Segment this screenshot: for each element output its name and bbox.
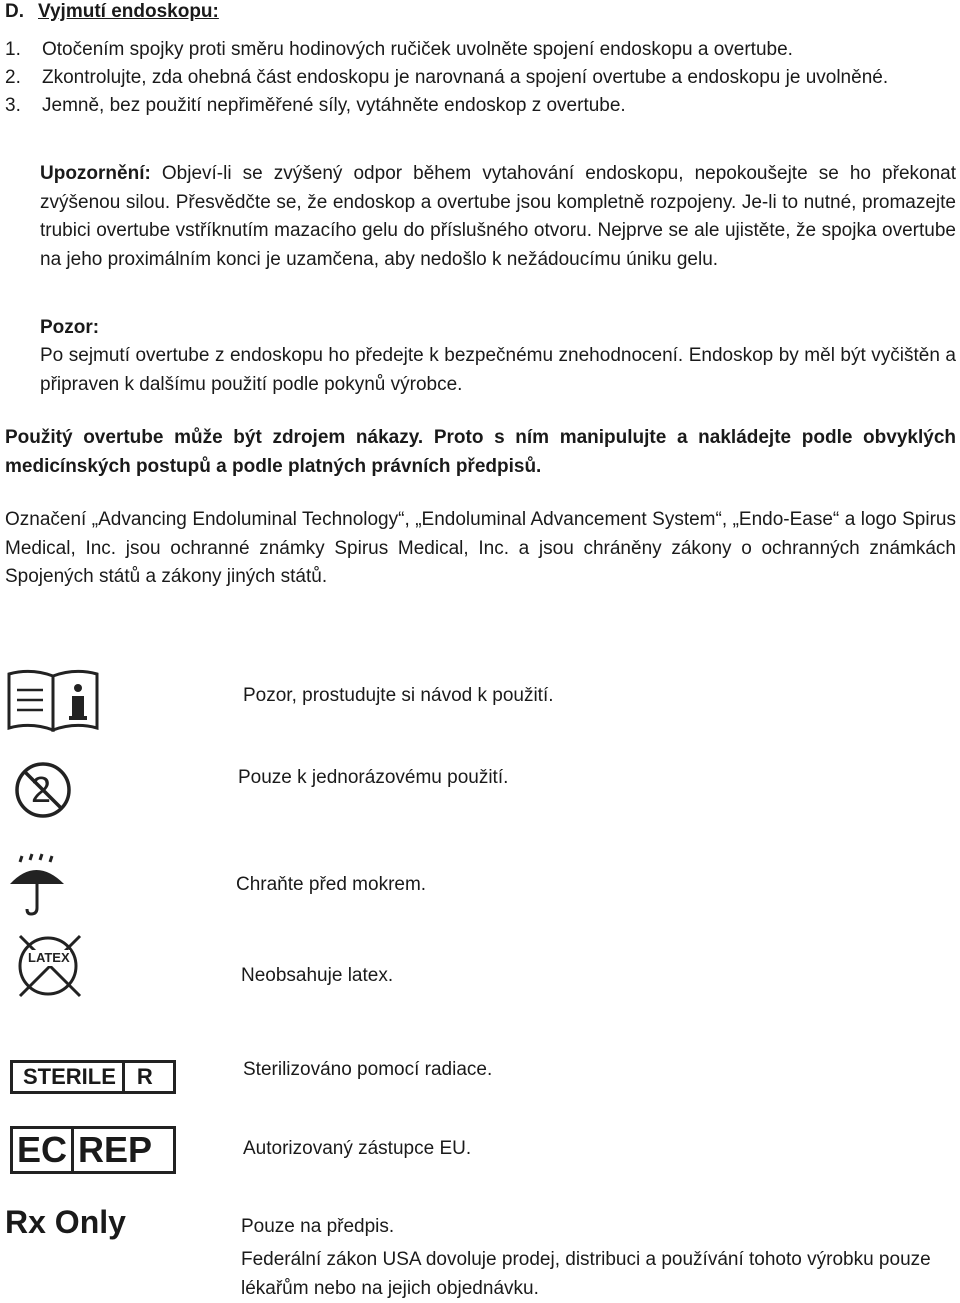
step-text: Otočením spojky proti směru hodinových ručiček uvolněte spojení endoskopu a overtube. — [42, 39, 793, 60]
list-item — [5, 92, 955, 120]
ec-glyph: EC — [13, 1129, 74, 1171]
ec-rep-label: Autorizovaný zástupce EU. — [243, 1138, 472, 1159]
instructions-book-icon — [5, 668, 103, 741]
step-text: Zkontrolujte, zda ohebná část endoskopu je narovnaná a spojení overtube a endoskopu je uvolněné. — [42, 67, 889, 88]
rx-label: Pouze na předpis. — [241, 1216, 395, 1237]
single-use-label: Pouze k jednorázovému použití. — [238, 767, 509, 788]
rx-note: Federální zákon USA dovoluje prodej, distribuci a používání tohoto výrobku pouze lékařům nebo na jejich objednávku. — [241, 1249, 931, 1299]
rx-only-mark: Rx Only — [5, 1204, 126, 1240]
single-use-glyph: 2 — [31, 769, 52, 810]
latex-glyph: LATEX — [28, 950, 70, 965]
sterile-label: Sterilizováno pomocí radiace. — [243, 1059, 493, 1080]
ec-rep-icon — [10, 1126, 176, 1174]
ifu-label: Pozor, prostudujte si návod k použití. — [243, 685, 554, 706]
do-not-reuse-icon — [8, 758, 78, 827]
biohazard-warning: Použitý overtube může být zdrojem nákazy. Proto s ním manipulujte a nakládejte podle obvyklých medicínských postupů a podle platných právních předpisů. — [5, 427, 956, 477]
caution-text: Po sejmutí overtube z endoskopu ho předejte k bezpečnému znehodnocení. Endoskop by měl být vyčištěn a připraven k dalšímu použití podle pokynů výrobce. — [40, 345, 956, 395]
caution-label: Pozor: — [40, 317, 100, 338]
step-text: Jemně, bez použití nepřiměřené síly, vytáhněte endoskop z overtube. — [42, 95, 626, 116]
section-letter: D. — [5, 1, 24, 22]
section-heading — [5, 0, 219, 24]
sterile-r-icon — [10, 1060, 176, 1094]
step-number: 1. — [5, 39, 21, 60]
warning-text: Objeví-li se zvýšený odpor během vytahování endoskopu, nepokoušejte se ho překonat zvýšenou silou. Přesvědčte se, že endoskop a overtube jsou kompletně rozpojeny. Je-li to nutné, promazejte trubici overtube vstříknutím mazacího gelu do příslušného otvoru. Nejprve se ale ujistěte, že spojka overtube na jeho proximálním konci je uzamčena, aby nedošlo k nežádoucímu úniku gelu. — [40, 163, 956, 270]
latex-free-icon — [8, 930, 86, 1003]
keep-dry-label: Chraňte před mokrem. — [236, 874, 427, 895]
section-title: Vyjmutí endoskopu: — [38, 1, 219, 22]
step-number: 3. — [5, 95, 21, 116]
warning-label: Upozornění: — [40, 163, 151, 184]
umbrella-icon — [6, 852, 72, 923]
list-item — [5, 64, 955, 92]
rep-glyph: REP — [78, 1129, 153, 1170]
warning-paragraph — [40, 160, 956, 274]
sterile-glyph: STERILE — [13, 1063, 125, 1091]
trademark-notice: Označení „Advancing Endoluminal Technology“, „Endoluminal Advancement System“, „Endo-Ease“ a logo Spirus Medical, Inc. jsou ochranné známky Spirus Medical, Inc. a jsou chráněny zákony o ochranných známkách Spojených států a zákony jiných států. — [5, 509, 956, 588]
sterile-method-glyph: R — [136, 1064, 153, 1089]
step-number: 2. — [5, 67, 21, 88]
list-item — [5, 36, 955, 64]
latex-free-label: Neobsahuje latex. — [241, 965, 394, 986]
steps-list — [5, 36, 955, 120]
